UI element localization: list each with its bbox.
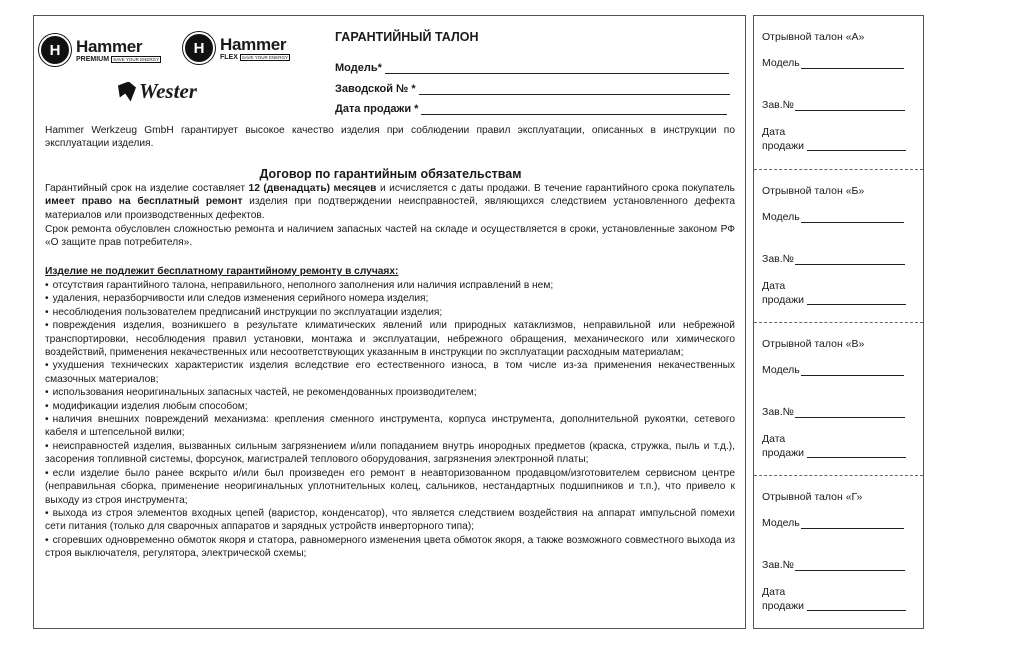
stub-date-label-2: продажи xyxy=(762,446,804,459)
term-months: 12 (двенадцать) месяцев xyxy=(248,183,377,194)
stub-model-row xyxy=(762,364,904,376)
hammer-premium-brand: Hammer xyxy=(76,36,143,56)
list-item: • повреждения изделия, возникшего в результате климатических явлений или природных катаклизмов, неправильной или небрежной транспортировки, несоблюдения правил установки, монтажа и эксплуатации, небрежного обращения, механического или химического воздействий, применения некачественных или несоответствующих указанным в инструкции по эксплуатации расходным материалам; xyxy=(45,319,735,359)
hammer-flex-sub: FLEX xyxy=(220,53,238,61)
stub-serial-row xyxy=(762,406,905,418)
serial-line xyxy=(419,82,730,95)
stub-line xyxy=(801,517,904,529)
repair-term-paragraph: Срок ремонта обусловлен сложностью ремонта и наличием запасных частей на складе и осуществляется в сроки, установленные законом РФ «О защите прав потребителя». xyxy=(45,224,735,249)
stub-title: Отрывной талон «А» xyxy=(762,31,865,43)
stub-model-row xyxy=(762,211,904,223)
stub-date-label xyxy=(762,126,804,153)
stub-line xyxy=(795,559,905,571)
list-item: • ухудшения технических характеристик изделия вследствие его естественного износа, в том числе из-за применения некачественных смазочных материалов; xyxy=(45,359,735,386)
contract-heading: Договор по гарантийным обязательствам xyxy=(259,167,522,181)
term-text-3: изделия при подтверждении неисправностей, являющихся следствием установленного дефекта материалов или производственных дефектов. xyxy=(45,196,735,221)
model-label: Модель* xyxy=(335,62,382,74)
hammer-badge-icon: H xyxy=(39,34,71,66)
stub-date-label-2: продажи xyxy=(762,599,804,612)
stub-line xyxy=(801,364,904,376)
stub-line xyxy=(801,211,904,223)
list-item: • отсутствия гарантийного талона, неправильного, неполного заполнения или наличия исправлений в нем; xyxy=(45,279,735,292)
sale-date-label: Дата продажи * xyxy=(335,103,419,115)
list-item: • неисправностей изделия, вызванных сильным загрязнением и/или попаданием внутрь инородных предметов (краска, стружка, пыль и т.д.), засорения топливной системы, форсунок, магистралей теплового оборудования, загрязнения электронной платы; xyxy=(45,440,735,467)
wester-brand: Wester xyxy=(139,79,197,103)
stub-line xyxy=(795,99,905,111)
warranty-term-paragraph xyxy=(45,182,735,222)
stub-model-row xyxy=(762,57,904,69)
hammer-premium-logo xyxy=(39,34,161,66)
stub-serial-label: Зав.№ xyxy=(762,253,794,265)
model-line xyxy=(385,61,729,74)
stub-date-label-1: Дата xyxy=(762,126,786,138)
stub-serial-label: Зав.№ xyxy=(762,559,794,571)
exclusions-list xyxy=(45,279,735,561)
stub-serial-row xyxy=(762,559,905,571)
stub-title: Отрывной талон «Б» xyxy=(762,185,865,197)
wester-bird-icon xyxy=(118,82,136,102)
list-item: • модификации изделия любым способом; xyxy=(45,400,735,413)
term-text-1: Гарантийный срок на изделие составляет xyxy=(45,183,249,194)
hammer-premium-tag: SAVE YOUR ENERGY xyxy=(113,56,160,62)
list-item: • наличия внешних повреждений механизма: крепления сменного инструмента, корпуса инструмента, дополнительной рукоятки, сетевого кабеля и штепсельной вилки; xyxy=(45,413,735,440)
list-item: • выхода из строя элементов входных цепей (варистор, конденсатор), что является следствием воздействия на аппарат импульсной помехи сети питания (только для сварочных аппаратов и зарядных устройств инверторного типа); xyxy=(45,507,735,534)
stub-title: Отрывной талон «В» xyxy=(762,338,865,350)
intro-paragraph: Hammer Werkzeug GmbH гарантирует высокое качество изделия при соблюдении правил эксплуатации, описанных в инструкции по эксплуатации изделия. xyxy=(45,125,735,150)
stub-model-label: Модель xyxy=(762,517,800,529)
stub-serial-row xyxy=(762,99,905,111)
stub-date-label xyxy=(762,433,804,460)
stub-line xyxy=(807,150,906,151)
term-text-2: и исчисляется с даты продажи. В течение гарантийного срока покупатель xyxy=(376,183,735,194)
stub-line xyxy=(807,610,906,611)
stub-serial-label: Зав.№ xyxy=(762,99,794,111)
stub-b xyxy=(754,169,923,323)
stub-line xyxy=(807,304,906,305)
stub-model-label: Модель xyxy=(762,57,800,69)
list-item: • удаления, неразборчивости или следов изменения серийного номера изделия; xyxy=(45,292,735,305)
stub-serial-row xyxy=(762,253,905,265)
list-item: • несоблюдения пользователем предписаний инструкции по эксплуатации изделия; xyxy=(45,306,735,319)
stub-date-label-1: Дата xyxy=(762,433,786,445)
stub-line xyxy=(795,253,905,265)
stub-date-label-1: Дата xyxy=(762,280,786,292)
serial-label: Заводской № * xyxy=(335,83,416,95)
stub-date-label xyxy=(762,280,804,307)
stub-line xyxy=(801,57,904,69)
hammer-badge-icon: H xyxy=(183,32,215,64)
stub-v xyxy=(754,322,923,476)
list-item: • использования неоригинальных запасных частей, не рекомендованных производителем; xyxy=(45,386,735,399)
exclusions-heading: Изделие не подлежит бесплатному гарантийному ремонту в случаях: xyxy=(45,266,399,277)
stub-date-label-2: продажи xyxy=(762,293,804,306)
stub-date-label-2: продажи xyxy=(762,139,804,152)
wester-logo xyxy=(118,79,197,104)
model-field xyxy=(335,61,729,74)
list-item: • сгоревших одновременно обмоток якоря и статора, равномерного изменения цвета обмоток якоря, а также возможного совместного выхода из строя выключателя, регулятора, электрической схемы; xyxy=(45,534,735,561)
list-item: • если изделие было ранее вскрыто и/или был произведен его ремонт в неавторизованном продавцом/изготовителем сервисном центре (неправильная сборка, применение неоригинальных уплотнительных колец, сальников, нестандартных подшипников и т.п.), что привело к выходу из строя инструмента; xyxy=(45,467,735,507)
serial-field xyxy=(335,82,730,95)
hammer-premium-sub: PREMIUM xyxy=(76,55,110,63)
stub-serial-label: Зав.№ xyxy=(762,406,794,418)
stub-model-label: Модель xyxy=(762,211,800,223)
stub-date-label-1: Дата xyxy=(762,586,786,598)
stub-g xyxy=(754,475,923,629)
free-repair-right: имеет право на бесплатный ремонт xyxy=(45,196,243,208)
stub-line xyxy=(807,457,906,458)
sale-date-field xyxy=(335,102,727,115)
warranty-card xyxy=(33,15,746,629)
stub-model-label: Модель xyxy=(762,364,800,376)
sale-date-line xyxy=(421,102,727,115)
hammer-flex-logo xyxy=(183,32,290,64)
stub-date-label xyxy=(762,586,804,613)
hammer-flex-tag: SAVE YOUR ENERGY xyxy=(241,54,288,60)
stub-title: Отрывной талон «Г» xyxy=(762,491,863,503)
hammer-flex-brand: Hammer xyxy=(220,34,287,54)
card-title: ГАРАНТИЙНЫЙ ТАЛОН xyxy=(335,30,479,44)
tear-off-stubs xyxy=(753,15,924,629)
stub-a xyxy=(754,16,923,169)
stub-model-row xyxy=(762,517,904,529)
stub-line xyxy=(795,406,905,418)
